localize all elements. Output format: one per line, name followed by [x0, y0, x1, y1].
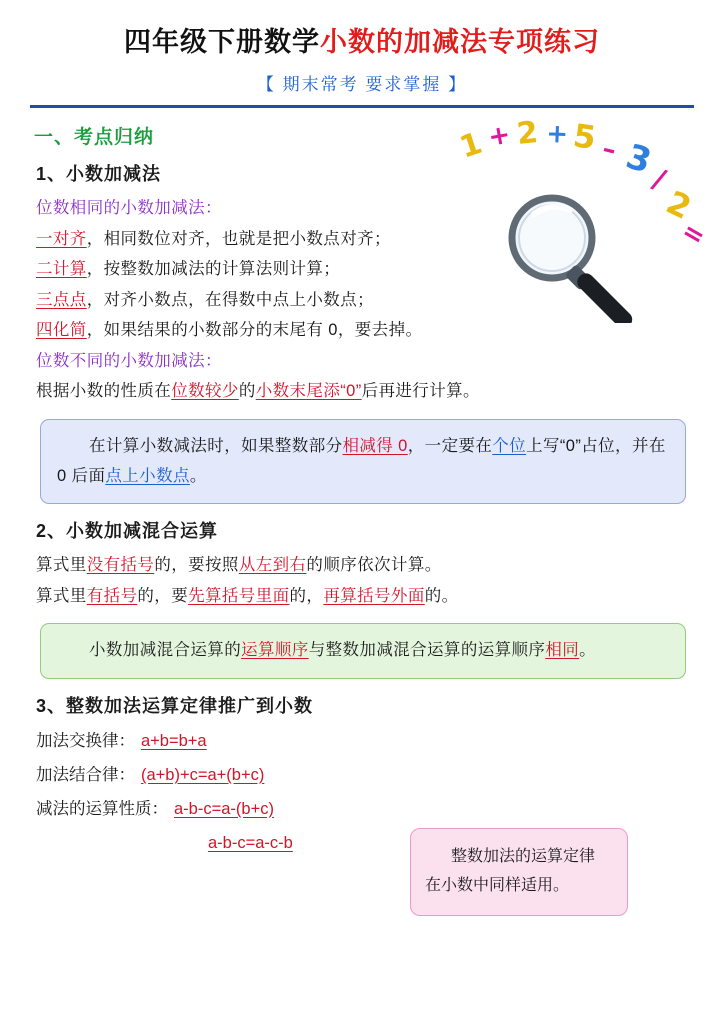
- step-key-2: 二计算: [36, 260, 87, 279]
- law-formula-1: a+b=b+a: [141, 732, 207, 751]
- svg-text:/: /: [648, 161, 671, 197]
- callout-box-green: [40, 623, 686, 679]
- m2-e: 的，: [289, 586, 324, 605]
- subsection-heading-1-text: 1、小数加减法: [36, 164, 162, 185]
- title-divider: [30, 105, 694, 108]
- subsection-heading-3: [34, 691, 319, 719]
- svg-text:3: 3: [621, 136, 657, 182]
- law-formula-3: a-b-c=a-(b+c): [174, 799, 274, 818]
- diff-digits-rule: [36, 376, 694, 407]
- m2-f: 再算括号外面: [323, 586, 425, 605]
- m1-e: 的顺序依次计算。: [306, 556, 442, 575]
- law-row-1: [36, 725, 694, 759]
- page-subtitle: 【 期末常考 要求掌握 】: [256, 75, 468, 95]
- page-title: [30, 26, 694, 58]
- svg-text:–: –: [599, 133, 620, 166]
- green-c: 与整数加减混合运算的运算顺序: [308, 641, 546, 660]
- step-text-3: ，对齐小数点，在得数中点上小数点；: [86, 290, 375, 309]
- green-a: 小数加减混合运算的: [89, 641, 242, 660]
- page-title-grade: 四年级下册数学: [124, 27, 320, 57]
- m2-d: 先算括号里面: [188, 586, 290, 605]
- mixed-rule-line-2: [36, 581, 694, 612]
- law-formula-2: (a+b)+c=a+(b+c): [141, 765, 265, 784]
- step-key-4: 四化简: [36, 321, 87, 340]
- step-text-1: ，相同数位对齐，也就是把小数点对齐；: [86, 229, 391, 248]
- page-title-topic: 小数的加减法专项练习: [320, 27, 600, 57]
- svg-text:1: 1: [458, 125, 487, 166]
- callout-box-blue: [40, 419, 686, 504]
- blue-b: 相减得 0: [342, 437, 408, 455]
- green-d: 相同: [545, 641, 580, 660]
- diff-d: 小数末尾添“0”: [255, 382, 362, 401]
- lead-same-digits: 位数相同的小数加减法：: [36, 199, 222, 218]
- m1-b: 没有括号: [86, 556, 155, 575]
- subsection-heading-2-text: 2、小数加减混合运算: [36, 521, 219, 542]
- mixed-rule-line-1: [36, 550, 694, 581]
- step-row-1: [36, 224, 694, 255]
- blue-c: ，一定要在: [407, 437, 493, 455]
- green-e: 。: [579, 641, 597, 660]
- pink-line-2: 在小数中同样适用。: [425, 876, 570, 894]
- diff-b: 位数较少: [171, 382, 239, 401]
- m1-a: 算式里: [36, 556, 87, 575]
- step-text-4: ，如果结果的小数部分的末尾有 0，要去掉。: [86, 321, 423, 340]
- law-row-2: [36, 759, 694, 793]
- law-formula-extra: a-b-c=a-c-b: [208, 833, 293, 852]
- blue-e: 上写“0”占位，并在 0 后面: [57, 437, 666, 485]
- svg-text:+: +: [486, 119, 513, 153]
- blue-f: 点上小数点: [105, 466, 190, 485]
- green-b: 运算顺序: [241, 641, 309, 660]
- callout-box-pink: [410, 828, 628, 916]
- blue-a: 在计算小数减法时，如果整数部分: [89, 437, 343, 455]
- step-row-4: [36, 315, 694, 346]
- step-row-2: [36, 254, 694, 285]
- subsection-heading-2: [34, 516, 224, 544]
- subsection-heading-1: [34, 159, 167, 187]
- blue-d: 个位: [492, 437, 527, 455]
- m2-b: 有括号: [86, 586, 138, 605]
- svg-text:2: 2: [660, 183, 698, 227]
- step-row-3: [36, 285, 694, 316]
- step-text-2: ，按整数加减法的计算法则计算；: [86, 260, 341, 279]
- svg-text:2: 2: [515, 118, 540, 152]
- law-label-2: 加法结合律：: [36, 765, 135, 784]
- section-heading-1: 一、考点归纳: [34, 127, 155, 149]
- step-key-1: 一对齐: [36, 229, 87, 248]
- diff-e: 后再进行计算。: [361, 382, 480, 401]
- m2-g: 的。: [424, 586, 459, 605]
- svg-text:=: =: [676, 216, 708, 253]
- subsection-heading-3-text: 3、整数加法运算定律推广到小数: [36, 696, 314, 717]
- blue-g: 。: [189, 466, 207, 485]
- law-label-1: 加法交换律：: [36, 732, 135, 751]
- m1-c: 的，要按照: [154, 556, 239, 575]
- law-row-3: [36, 793, 694, 827]
- law-label-3: 减法的运算性质：: [36, 799, 168, 818]
- lead-diff-digits: 位数不同的小数加减法：: [36, 351, 222, 370]
- m1-d: 从左到右: [238, 556, 307, 575]
- m2-c: 的，要: [137, 586, 189, 605]
- m2-a: 算式里: [36, 586, 87, 605]
- diff-a: 根据小数的性质在: [36, 382, 172, 401]
- step-key-3: 三点点: [36, 290, 87, 309]
- pink-line-1: 整数加法的运算定律: [451, 848, 596, 865]
- svg-text:5: 5: [570, 118, 599, 158]
- diff-c: 的: [238, 382, 256, 401]
- svg-text:+: +: [545, 119, 569, 150]
